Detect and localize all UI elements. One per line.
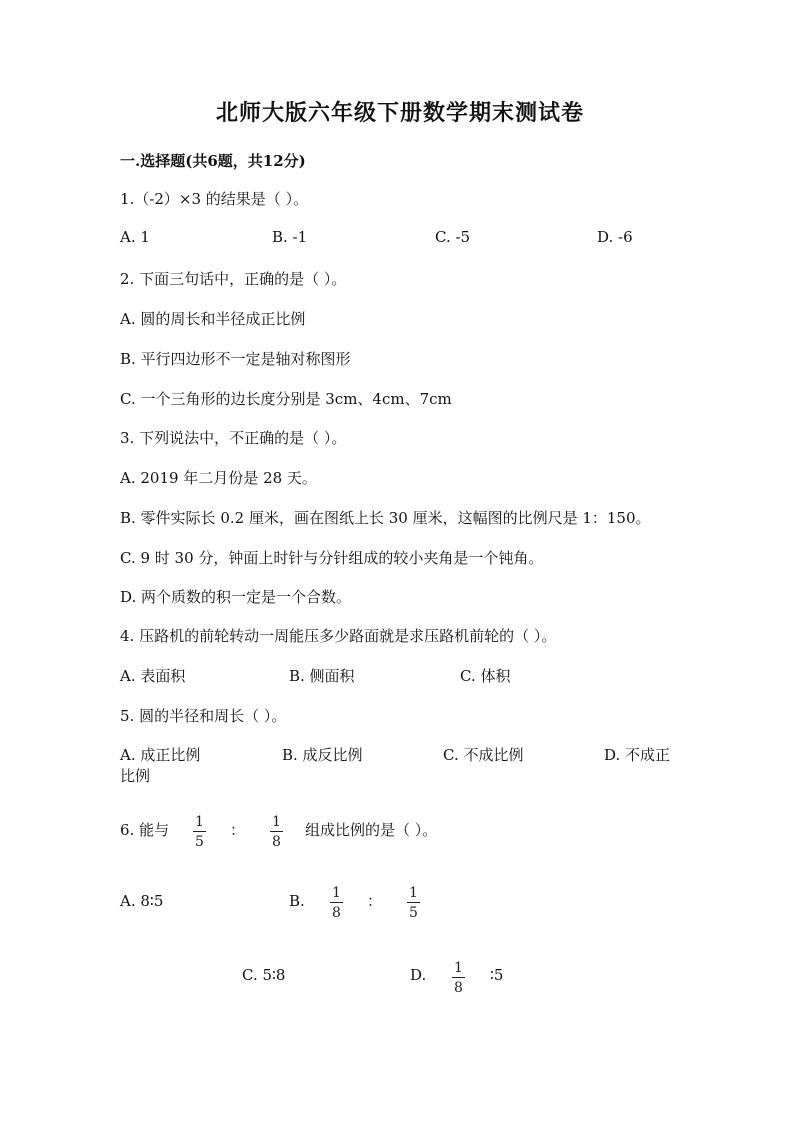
q1-option-a[interactable]: A. 1 xyxy=(120,228,150,246)
fraction-denominator: 5 xyxy=(409,905,418,921)
q5-option-d-wrap: 比例 xyxy=(120,767,151,785)
q6-option-d-label[interactable]: D. xyxy=(410,966,427,984)
question-5-stem: 5. 圆的半径和周长（ ）。 xyxy=(120,707,287,725)
fraction-denominator: 8 xyxy=(454,980,463,996)
q4-option-a[interactable]: A. 表面积 xyxy=(120,667,186,685)
q6-option-d-fraction xyxy=(452,961,465,995)
q4-option-b[interactable]: B. 侧面积 xyxy=(289,667,355,685)
question-6-stem-suffix: 组成比例的是（ ）。 xyxy=(305,821,438,839)
q2-option-b[interactable]: B. 平行四边形不一定是轴对称图形 xyxy=(120,350,351,368)
q6-option-c[interactable]: C. 5∶8 xyxy=(242,966,286,984)
fraction-denominator: 5 xyxy=(195,834,204,850)
q6-option-b-fraction-2 xyxy=(407,886,420,920)
fraction-numerator: 1 xyxy=(272,814,281,830)
q5-option-a[interactable]: A. 成正比例 xyxy=(120,746,201,764)
question-4-stem: 4. 压路机的前轮转动一周能压多少路面就是求压路机前轮的（ ）。 xyxy=(120,627,557,645)
q3-option-c[interactable]: C. 9 时 30 分，钟面上时针与分针组成的较小夹角是一个钝角。 xyxy=(120,549,544,567)
page-title: 北师大版六年级下册数学期末测试卷 xyxy=(215,100,584,126)
q6-option-d-suffix: ∶5 xyxy=(490,966,504,984)
q6-option-b-label[interactable]: B. xyxy=(289,892,305,910)
q5-option-b[interactable]: B. 成反比例 xyxy=(282,746,363,764)
q3-option-a[interactable]: A. 2019 年二月份是 28 天。 xyxy=(120,469,317,487)
q6-option-b-fraction-1 xyxy=(330,886,343,920)
fraction-numerator: 1 xyxy=(409,885,418,901)
section-heading: 一.选择题(共6题，共12分) xyxy=(120,152,306,170)
q1-option-d[interactable]: D. -6 xyxy=(597,228,633,246)
q3-option-d[interactable]: D. 两个质数的积一定是一个合数。 xyxy=(120,588,352,606)
q6-option-b-colon: ： xyxy=(367,892,383,910)
q4-option-c[interactable]: C. 体积 xyxy=(460,667,511,685)
question-3-stem: 3. 下列说法中，不正确的是（ ）。 xyxy=(120,429,347,447)
fraction-numerator: 1 xyxy=(332,885,341,901)
q6-fraction-1 xyxy=(193,815,206,849)
fraction-denominator: 8 xyxy=(272,834,281,850)
q6-fraction-2 xyxy=(270,815,283,849)
q1-option-c[interactable]: C. -5 xyxy=(435,228,471,246)
q1-option-b[interactable]: B. -1 xyxy=(272,228,308,246)
q5-option-c[interactable]: C. 不成比例 xyxy=(443,746,524,764)
fraction-denominator: 8 xyxy=(332,905,341,921)
q6-option-a[interactable]: A. 8∶5 xyxy=(120,892,164,910)
q6-ratio-colon: ： xyxy=(230,821,246,839)
fraction-numerator: 1 xyxy=(454,960,463,976)
q2-option-a[interactable]: A. 圆的周长和半径成正比例 xyxy=(120,310,306,328)
question-1-stem: 1.（-2）×3 的结果是（ ）。 xyxy=(120,190,309,208)
question-6-stem-prefix: 6. 能与 xyxy=(120,821,170,839)
q2-option-c[interactable]: C. 一个三角形的边长度分别是 3cm、4cm、7cm xyxy=(120,390,452,408)
q5-option-d[interactable]: D. 不成正 xyxy=(604,746,671,764)
fraction-numerator: 1 xyxy=(195,814,204,830)
question-2-stem: 2. 下面三句话中，正确的是（ ）。 xyxy=(120,270,347,288)
q3-option-b[interactable]: B. 零件实际长 0.2 厘米，画在图纸上长 30 厘米，这幅图的比例尺是 1：150。 xyxy=(120,509,651,527)
